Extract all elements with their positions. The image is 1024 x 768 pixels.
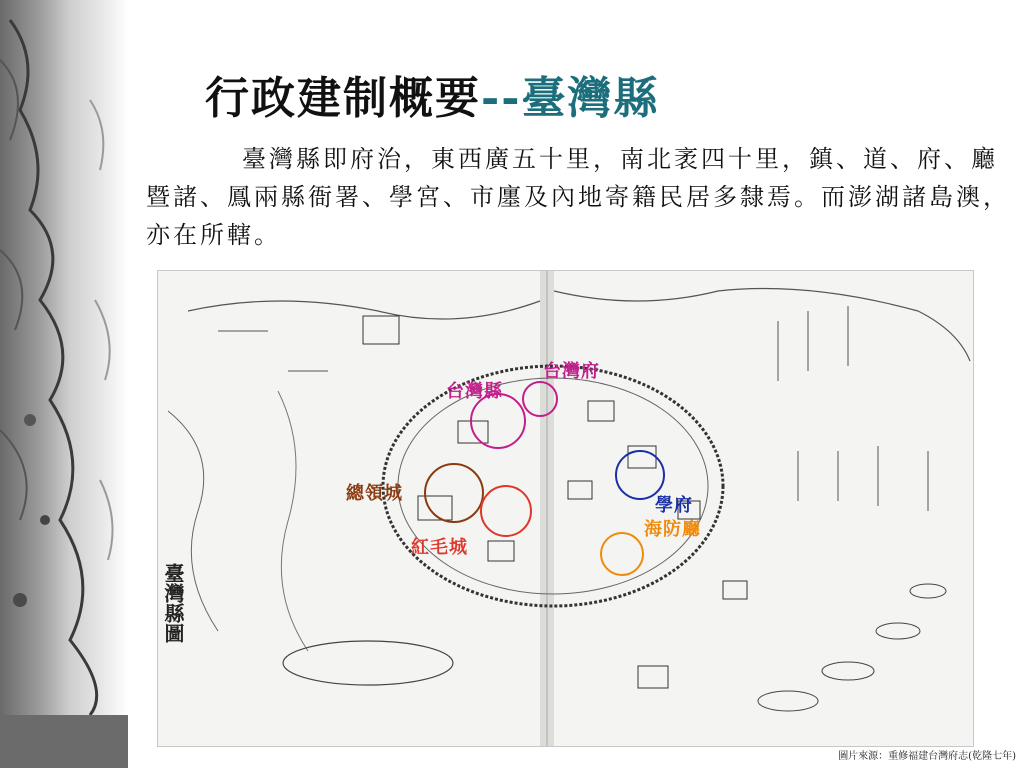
label-taiwan-fu: 台灣府 bbox=[543, 361, 600, 382]
map-vertical-title: 臺灣縣圖 bbox=[161, 563, 185, 643]
label-taiwan-xian: 台灣縣 bbox=[446, 381, 503, 402]
historical-map bbox=[157, 270, 974, 747]
side-strip-footer bbox=[0, 715, 128, 768]
body-text: 臺灣縣即府治，東西廣五十里，南北袤四十里，鎮、道、府、廳暨諸、鳳兩縣衙署、學宮、市廛及內地寄籍民居多隸焉。而澎湖諸島澳，亦在所轄。 bbox=[146, 145, 1010, 249]
title-main: 行政建制概要 bbox=[205, 73, 481, 124]
label-zongling-cheng: 總領城 bbox=[346, 483, 403, 504]
title-accent: 臺灣縣 bbox=[521, 73, 660, 124]
ink-landscape-icon bbox=[0, 0, 128, 768]
hongmao-cheng-marker bbox=[481, 486, 531, 536]
label-hongmao-cheng: 紅毛城 bbox=[411, 537, 468, 558]
label-haifang-ting: 海防廳 bbox=[644, 519, 701, 540]
image-source-caption: 圖片來源：重修福建台灣府志(乾隆七年) bbox=[838, 751, 1016, 762]
title-dash: -- bbox=[481, 73, 522, 124]
decorative-side-strip bbox=[0, 0, 128, 768]
haifang-ting-marker bbox=[601, 533, 643, 575]
body-paragraph bbox=[146, 140, 1016, 254]
zongling-cheng-marker bbox=[425, 464, 483, 522]
slide-title bbox=[205, 62, 660, 126]
label-xuefu: 學府 bbox=[655, 495, 693, 516]
map-drawing-icon bbox=[158, 271, 973, 746]
